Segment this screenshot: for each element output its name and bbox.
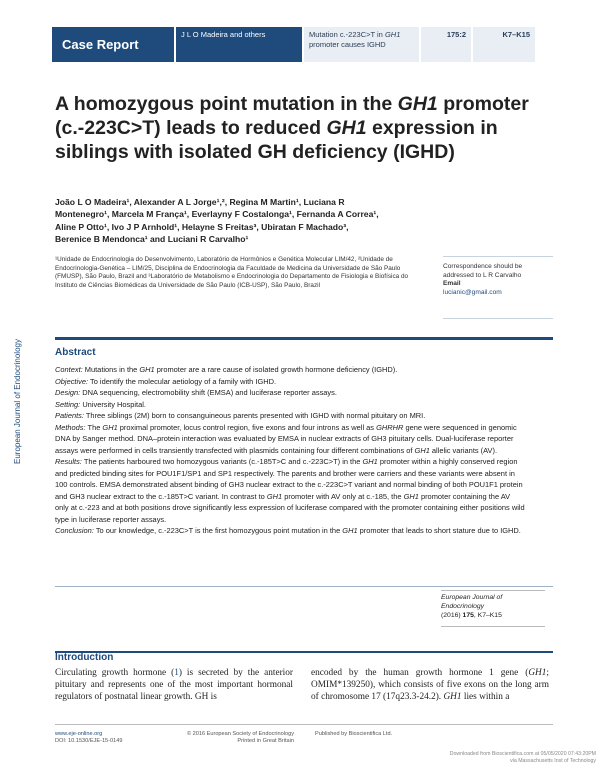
- citation-journal: European Journal of Endocrinology: [441, 594, 503, 610]
- abstract-methods: Methods: The GH1 proximal promoter, locus control region, five exons and four introns as well as GHRHR gene were sequenced in genomic DNA by Sanger method. DNA–protein interaction was evaluated by EMSA in nuclear extracts of GH3 pituitary cells. Dual-luciferase reporter assays were performed in cells transiently transfected with plasmids containing four different combinations of GH1 allelic variants (AV).: [55, 422, 517, 455]
- running-authors: J L O Madeira and others: [176, 27, 302, 62]
- abstract-top-rule: [55, 337, 553, 340]
- download-notice: Downloaded from Bioscientifica.com at 05/05/2020 07:43:20PM via Massachusetts Inst of Technology: [449, 751, 596, 764]
- abstract-context: Context: Mutations in the GH1 promoter are a rare cause of isolated growth hormone deficiency (IGHD).: [55, 365, 398, 374]
- article-type-label: Case Report: [62, 37, 139, 52]
- abstract-heading: Abstract: [55, 347, 96, 358]
- footer-left: [55, 731, 122, 745]
- running-title: Mutation c.-223C>T in GH1 promoter causes IGHD: [304, 27, 419, 62]
- correspondence-text: Correspondence should be addressed to L R Carvalho: [443, 263, 523, 279]
- abstract-objective: Objective: To identify the molecular aetiology of a family with IGHD.: [55, 376, 277, 386]
- citation-bottom-rule: [441, 626, 545, 627]
- doi: DOI: 10.1530/EJE-15-0149: [55, 738, 123, 744]
- abstract-setting: Setting: University Hospital.: [55, 399, 146, 409]
- copyright: © 2016 European Society of Endocrinology: [186, 731, 294, 737]
- intro-column-right: encoded by the human growth hormone 1 gene (GH1; OMIM*139250), which consists of five exons on the long arm of chromosome 17 (17q23.3-24.2). GH1 lies within a: [311, 668, 549, 703]
- author-list: João L O Madeira¹, Alexander A L Jorge¹,², Regina M Martin¹, Luciana R Montenegro¹, Marcela M França¹, Everlayny F Costalonga¹, Fernanda A Correa¹, Aline P Otto¹, Ivo J P Arnhold¹, Helayne S Freitas³, Ubiratan F Machado³, Berenice B Mendonca¹ and Luciani R Carvalho¹: [55, 197, 379, 245]
- correspondence-bottom-rule: [443, 318, 553, 319]
- abstract-results: Results: The patients harboured two homozygous variants (c.-185T>C and c.-223C>T) in the GH1 promoter within a highly conserved region and predicted binding sites for POU1F1/SP1 and SP1 respectively. The parents and brother were carriers and these variants were absent in 100 controls. EMSA demonstrated absent binding of GH3 nuclear extract to the c.-223C>T variant and normal binding of both POU1F1 protein and GH3 nuclear extract to the c.-185T>C variant. In contrast to GH1 promoter with AV only at c.-185, the GH1 promoter containing the AV only at c.-223 and at both positions drove significantly less expression of luciferase compared with the promoter containing either positions wild type in luciferase reporter assays.: [55, 457, 525, 524]
- reference-link[interactable]: 1: [174, 668, 179, 678]
- intro-rule: [55, 651, 553, 653]
- footer-publisher: Published by Bioscientifica Ltd.: [315, 731, 393, 737]
- correspondence-box: [443, 257, 553, 298]
- volume-issue: 175:2: [421, 27, 471, 62]
- abstract-bottom-rule: [55, 586, 553, 587]
- citation-top-rule: [441, 590, 545, 591]
- email-link[interactable]: lucianic@gmail.com: [443, 289, 502, 297]
- sidebar-journal-name: [13, 318, 23, 464]
- citation-box: [441, 593, 545, 620]
- printed-in: Printed in Great Britain: [237, 738, 294, 744]
- footer-center: [176, 731, 294, 745]
- abstract-conclusion: Conclusion: To our knowledge, c.-223C>T is the first homozygous point mutation in the GH1 promoter that leads to short stature due to IGHD.: [55, 526, 521, 535]
- citation-details: (2016) 175, K7–K15: [441, 612, 502, 619]
- abstract-design: Design: DNA sequencing, electromobility shift (EMSA) and luciferase reporter assays.: [55, 388, 337, 397]
- footer-rule: [55, 724, 553, 725]
- affiliations: ¹Unidade de Endocrinologia do Desenvolvimento, Laboratório de Hormônios e Genética Molecular LIM/42, ²Unidade de Endocrinologia-Genética – LIM/25, Disciplina de Endocrinologia da Faculdade de Medicina da Universidade de São Paulo (FMUSP), São Paulo, Brazil and ³Laboratório de Metabolismo e Endocrinologia do Departamento de Fisiologia e Biofísica do Instituto de Ciências Biomédicas da Universidade de São Paulo (ICB-USP), São Paulo, Brazil: [55, 256, 409, 289]
- sidebar-journal-text: European Journal of Endocrinology: [13, 339, 22, 464]
- journal-site-link[interactable]: www.eje-online.org: [55, 731, 103, 737]
- abstract-body: [55, 364, 525, 537]
- article-title: A homozygous point mutation in the GH1 promoter (c.-223C>T) leads to reduced GH1 expression in siblings with isolated GH deficiency (IGHD): [55, 93, 529, 163]
- intro-column-left: Circulating growth hormone (1) is secreted by the anterior pituitary and represents one of the most important hormonal regulators of postnatal linear growth. GH is: [55, 668, 293, 703]
- email-label: Email: [443, 280, 461, 288]
- page-range: K7–K15: [473, 27, 535, 62]
- abstract-patients: Patients: Three siblings (2M) born to consanguineous parents presented with IGHD with normal pituitary on MRI.: [55, 411, 426, 420]
- introduction-heading: Introduction: [55, 652, 114, 663]
